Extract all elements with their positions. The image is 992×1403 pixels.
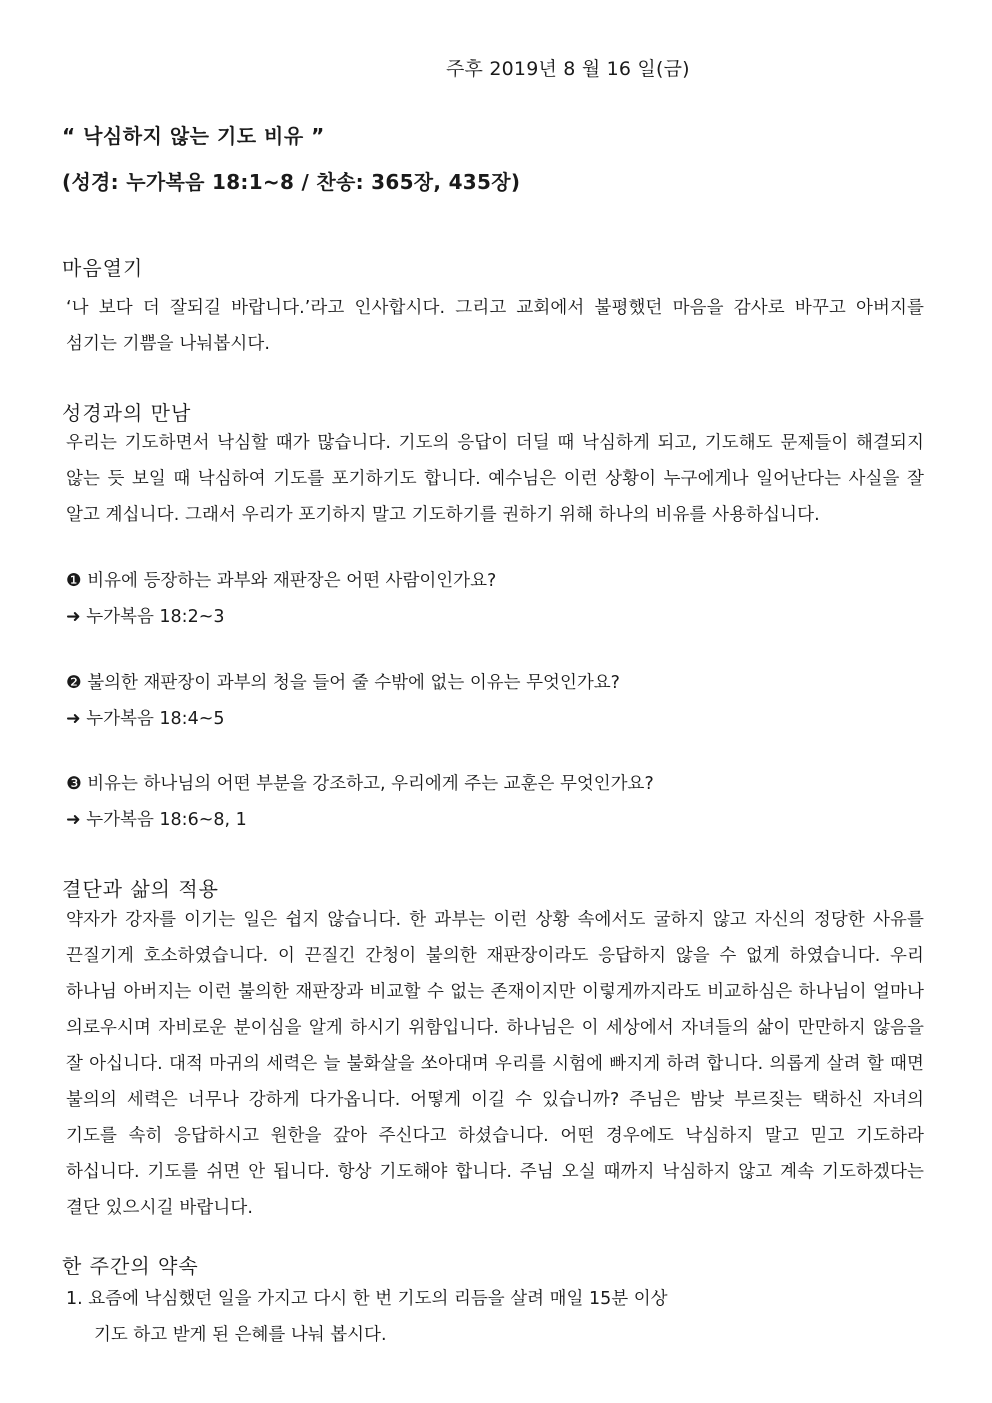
bible-paragraph: 우리는 기도하면서 낙심할 때가 많습니다. 기도의 응답이 더딜 때 낙심하게 되고, 기도해도 문제들이 해결되지 않는 듯 보일 때 낙심하여 기도를 포기하기도 합니다. 예수님은 이런 상황이 누구에게나 일어난다는 사실을 잘 알고 계십니다. 그래서 우리가 포기하지 말고 기도하기를 권하기 위해 하나의 비유를 사용하십니다. — [66, 433, 924, 525]
date-line: 주후 2019년 8 월 16 일(금) — [446, 58, 690, 80]
question-1: ❶ 비유에 등장하는 과부와 재판장은 어떤 사람이인가요? — [66, 571, 497, 591]
question-1-reference: ➜ 누가복음 18:2~3 — [66, 607, 225, 627]
section-heading-opening: 마음열기 — [62, 256, 144, 280]
question-2-reference: ➜ 누가복음 18:4~5 — [66, 709, 225, 729]
application-paragraph: 약자가 강자를 이기는 일은 쉽지 않습니다. 한 과부는 이런 상황 속에서도 굴하지 않고 자신의 정당한 사유를 끈질기게 호소하였습니다. 이 끈질긴 간청이 불의한 재판장이라도 응답하지 않을 수 없게 하였습니다. 우리 하나님 아버지는 이런 불의한 재판장과 비교할 수 없는 존재이지만 이렇게까지라도 비교하심은 하나님이 얼마나 의로우시며 자비로운 분이심을 알게 하시기 위함입니다. 하나님은 이 세상에서 자녀들의 삶이 만만하지 않음을 잘 아십니다. 대적 마귀의 세력은 늘 불화살을 쏘아대며 우리를 시험에 빠지게 하려 합니다. 의롭게 살려 할 때면 불의의 세력은 너무나 강하게 다가옵니다. 어떻게 이길 수 있습니까? 주님은 밤낮 부르짖는 택하신 자녀의 기도를 속히 응답하시고 원한을 갚아 주신다고 하셨습니다. 어떤 경우에도 낙심하지 말고 믿고 기도하라 하십니다. 기도를 쉬면 안 됩니다. 항상 기도해야 합니다. 주님 오실 때까지 낙심하지 않고 계속 기도하겠다는 결단 있으시길 바랍니다. — [66, 910, 924, 1218]
section-heading-promise: 한 주간의 약속 — [62, 1254, 199, 1278]
section-heading-application: 결단과 삶의 적용 — [62, 877, 219, 901]
promise-item-1-line-2: 기도 하고 받게 된 은혜를 나눠 봅시다. — [94, 1325, 387, 1345]
sermon-title: “ 낙심하지 않는 기도 비유 ” — [62, 124, 325, 148]
opening-paragraph: ‘나 보다 더 잘되길 바랍니다.’라고 인사합시다. 그리고 교회에서 불평했던 마음을 감사로 바꾸고 아버지를 섬기는 기쁨을 나눠봅시다. — [66, 298, 924, 354]
question-2: ❷ 불의한 재판장이 과부의 청을 들어 줄 수밖에 없는 이유는 무엇인가요? — [66, 673, 620, 693]
section-heading-bible: 성경과의 만남 — [62, 401, 192, 425]
question-3-reference: ➜ 누가복음 18:6~8, 1 — [66, 810, 247, 830]
promise-item-1-line-1: 1. 요즘에 낙심했던 일을 가지고 다시 한 번 기도의 리듬을 살려 매일 15분 이상 — [66, 1289, 668, 1309]
scripture-hymn-line: (성경: 누가복음 18:1~8 / 찬송: 365장, 435장) — [62, 170, 521, 194]
promise-list — [66, 1281, 668, 1353]
question-3: ❸ 비유는 하나님의 어떤 부분을 강조하고, 우리에게 주는 교훈은 무엇인가요? — [66, 774, 654, 794]
